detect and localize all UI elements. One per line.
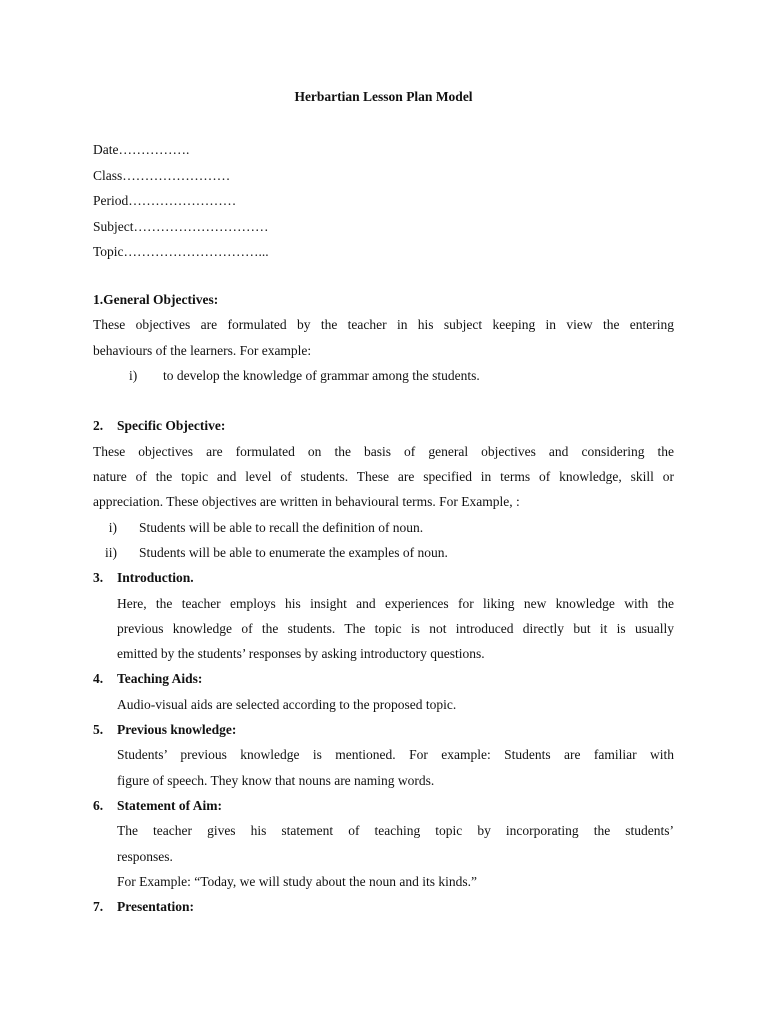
introduction-text-line3: emitted by the students’ responses by asking introductory questions. — [117, 646, 485, 662]
introduction-heading-row — [93, 565, 674, 590]
specific-objective-item — [93, 540, 674, 565]
statement-of-aim-text-line2: responses. — [117, 848, 173, 864]
statement-of-aim-text-line1: The teacher gives his statement of teaching topic by incorporating the students’ — [117, 823, 674, 839]
lesson-meta-fields — [93, 137, 269, 265]
specific-objective-item-text: Students will be able to recall the definition of noun. — [139, 519, 424, 535]
specific-objective-text-line3: appreciation. These objectives are written in behavioural terms. For Example, : — [93, 494, 520, 510]
specific-objective-text-line2: nature of the topic and level of students. These are specified in terms of knowledge, skill or — [93, 469, 674, 485]
subject-field: Subject………………………… — [93, 218, 269, 234]
previous-knowledge-text-line1: Students’ previous knowledge is mentioned. For example: Students are familiar with — [117, 747, 674, 763]
class-field: Class…………………… — [93, 167, 231, 183]
specific-objective-item — [93, 515, 674, 540]
presentation-number: 7. — [93, 899, 104, 915]
teaching-aids-heading-row — [93, 666, 674, 691]
topic-field: Topic…………………………... — [93, 244, 269, 259]
document-title: Herbartian Lesson Plan Model — [294, 89, 473, 104]
specific-objective-item-number: ii) — [105, 544, 117, 560]
statement-of-aim-number: 6. — [93, 797, 104, 813]
previous-knowledge-heading: Previous knowledge: — [117, 722, 237, 738]
introduction-text-line1: Here, the teacher employs his insight and experiences for liking new knowledge with the — [117, 595, 674, 611]
previous-knowledge-number: 5. — [93, 722, 104, 738]
statement-of-aim-heading-row — [93, 793, 674, 818]
statement-of-aim-example: For Example: “Today, we will study about the noun and its kinds.” — [117, 873, 477, 889]
spacer — [93, 388, 674, 413]
introduction-text-line2: previous knowledge of the students. The topic is not introduced directly but it is usually — [117, 620, 674, 636]
specific-objective-heading-row — [93, 413, 674, 438]
previous-knowledge-text-line2: figure of speech. They know that nouns are naming words. — [117, 772, 435, 788]
specific-objective-item-number: i) — [108, 519, 117, 535]
teaching-aids-number: 4. — [93, 671, 104, 687]
specific-objective-heading: Specific Objective: — [117, 418, 226, 434]
teaching-aids-heading: Teaching Aids: — [117, 671, 203, 687]
specific-objective-text-line1: These objectives are formulated on the basis of general objectives and considering the — [93, 443, 674, 459]
presentation-heading: Presentation: — [117, 899, 194, 915]
date-field: Date……………. — [93, 142, 190, 157]
general-objectives-text-line1: These objectives are formulated by the teacher in his subject keeping in view the entering — [93, 317, 674, 333]
presentation-heading-row — [93, 894, 674, 919]
period-field: Period…………………… — [93, 193, 237, 208]
statement-of-aim-heading: Statement of Aim: — [117, 797, 222, 813]
introduction-heading: Introduction. — [117, 570, 194, 586]
general-objective-item — [93, 363, 674, 388]
general-objectives-text-line2: behaviours of the learners. For example: — [93, 342, 312, 358]
general-objectives-heading: 1.General Objectives: — [93, 292, 219, 307]
document-body — [93, 287, 674, 919]
teaching-aids-text: Audio-visual aids are selected according to the proposed topic. — [117, 696, 457, 712]
general-objective-item-number: i) — [129, 367, 138, 383]
general-objective-item-text: to develop the knowledge of grammar among the students. — [163, 367, 480, 383]
specific-objective-number: 2. — [93, 418, 104, 434]
previous-knowledge-heading-row — [93, 717, 674, 742]
specific-objective-item-text: Students will be able to enumerate the examples of noun. — [139, 544, 448, 560]
introduction-number: 3. — [93, 570, 104, 586]
